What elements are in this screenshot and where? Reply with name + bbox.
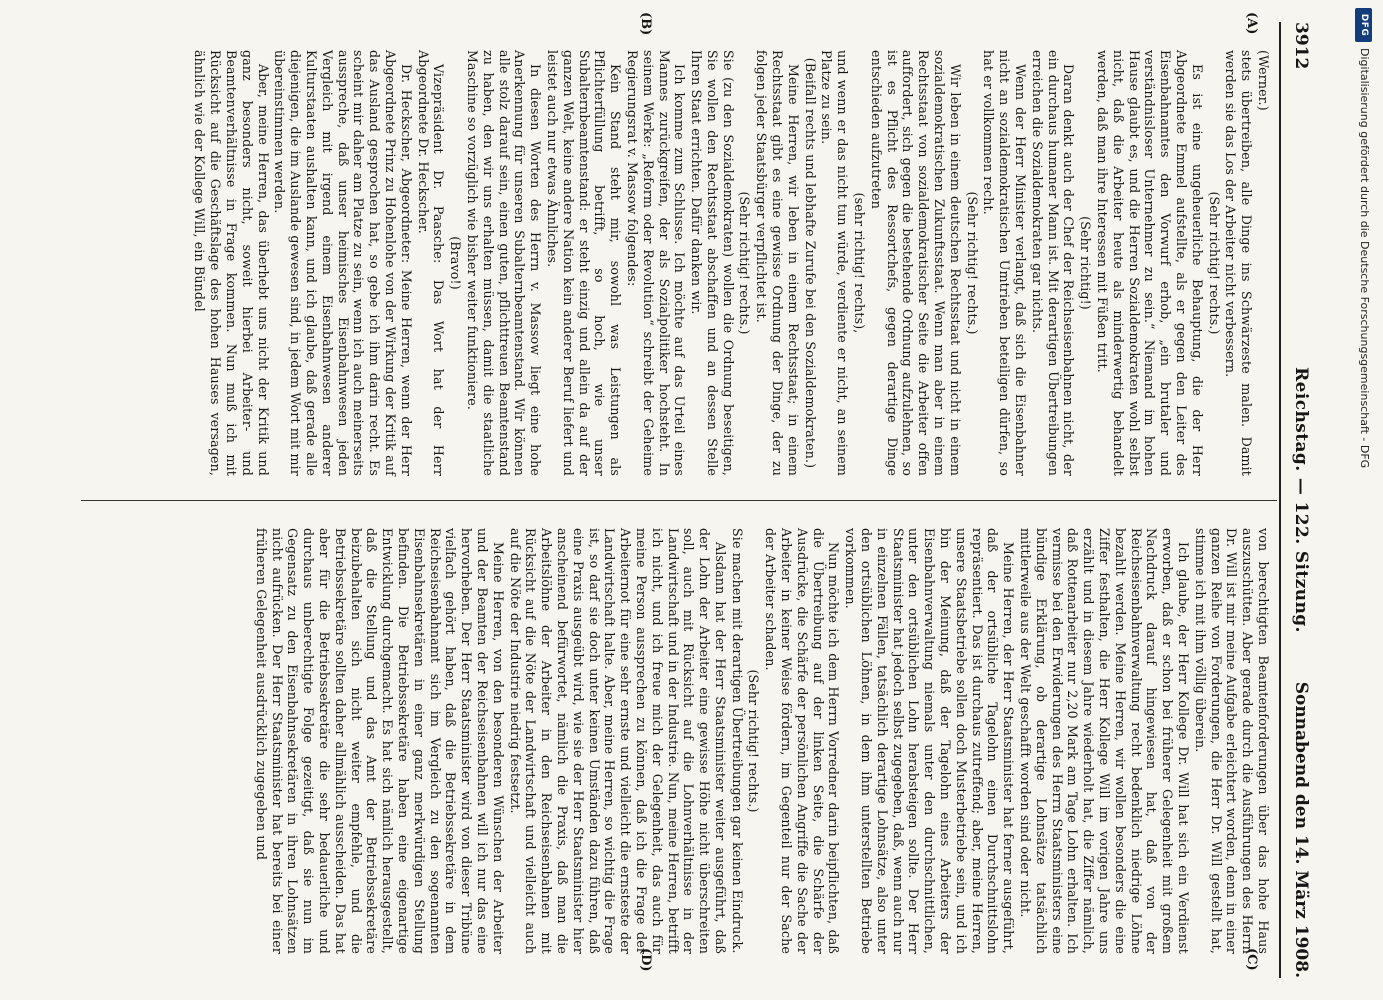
paragraph: und wenn er das nicht tun würde, verdiente er nicht, an seinem Platze zu sein. xyxy=(819,50,851,476)
newspaper-page xyxy=(55,0,1343,1000)
left-text-column xyxy=(191,50,1271,476)
interjection: (Sehr richtig!) xyxy=(1078,216,1094,310)
interjection: (sehr richtig! rechts), xyxy=(852,192,868,334)
paragraph: stets übertreiben, alle Dinge ins Schwärzeste malen. Damit werden sie das Los der Arbeiter nicht verbessern. xyxy=(1223,50,1255,476)
paragraph: Wenn der Herr Minister verlangt, daß sich die Eisenbahner nicht an sozialdemokratischen Umtrieben beteiligen dürfen, so hat er vollkommen recht. xyxy=(981,50,1029,476)
paragraph: Meine Herren, von den besonderen Wünschen der Arbeiter und der Beamten der Reichseisenbahnen will ich nur das eine hervorheben. Der Herr Staatsminister wird von dieser Tribüne vielfach gehört haben, daß die Betriebssekretäre in dem Reichseisenbahnamt sich im Vergleich zu den sogenannten Eisenbahnsekretären in einer ganz merkwürdigen Stellung befinden. Die Betriebssekretäre haben eine eigenartige Entwicklung durchgemacht. Es hat sich nämlich herausgestellt, daß die Stellung und das Amt der Betriebssekretäre beizubehalten sich nicht weiter empfehle, und die Betriebssekretäre sollten daher allmählich ausscheiden. Das hat aber für die Betriebssekretäre die sehr bedauerliche und durchaus unberechtigte Folge gezeitigt, daß sie nun im Gegensatz zu den Eisenbahnsekretären in ihren Lohnsätzen nicht aufrücken. Der Herr Staatsminister hat bereits bei einer früheren Gelegenheit ausdrücklich zugegeben und xyxy=(253,528,506,954)
interjection: (Sehr richtig! rechts.) xyxy=(737,191,753,335)
page-header xyxy=(1279,22,1325,978)
paragraph: Ich glaube, der Herr Kollege Dr. Will hat sich ein Verdienst erworben, daß er schon bei früherer Gelegenheit mit großem Nachdruck darauf hingewiesen hat, daß von der Reichseisenbahnverwaltung recht bedenklich niedrige Löhne bezahlt werden. Meine Herren, wir wollen besonders die eine Ziffer festhalten, die Herr Kollege Will im vorigen Jahre uns erzählt und in diesem Jahre wiederholt hat, die Ziffer nämlich, daß Rottenarbeiter nur 2,20 Mark am Tage Lohn erhalten. Ich vermisse bei den Erwiderungen des Herrn Staatsministers eine bündige Erklärung, ob derartige Lohnsätze tatsächlich mittlerweile aus der Welt geschafft worden sind oder nicht. xyxy=(1018,528,1192,954)
paragraph: Es ist eine ungeheuerliche Behauptung, die der Herr Abgeordnete Emmel aufstellte, als er gegen den Leiter des Eisenbahnamtes den Vorwurf erhob, „ein brutaler und verständnisloser Unternehmer zu sein.“ Niemand im hohen Hause glaubt es, und die Herren Sozialdemokraten wohl selbst nicht, daß die Arbeiter heute als minderwertig behandelt werden, daß man ihre Interessen mit Füßen tritt. xyxy=(1095,50,1205,476)
paragraph: von berechtigten Beamtenforderungen über das hohe Haus auszuschütten. Aber gerade durch die Ausführungen des Herrn Dr. Will ist mir meine Aufgabe erleichtert worden, denn in einer ganzen Reihe von Forderungen, die Herr Dr. Will gestellt hat, stimme ich mit ihm völlig überein. xyxy=(1192,528,1271,954)
paragraph: Aber, meine Herren, das überhebt uns nicht der Kritik und ganz besonders nicht, soweit hierbei Arbeiter- und Beamtenverhältnisse in Frage kommen. Nun muß ich mit Rücksicht auf die Geschäftslage des hohen Hauses versagen, ähnlich wie der Kollege Will, ein Bündel xyxy=(192,50,271,476)
paragraph: Ich komme zum Schlusse. Ich möchte auf das Urteil eines Mannes zurückgreifen, der als Sozialpolitiker hochsteht. In seinem Werke: „Reform oder Revolution“ schreibt der Geheime Regierungsrat v. Massow folgendes: xyxy=(624,50,688,476)
paragraph: Kein Stand steht mir, sowohl was Leistungen als Pflichterfüllung betrifft, so hoch, wie unser Subalternbeamtenstand: er steht einzig und allein da auf der ganzen Welt, keine andere Nation kein anderer Beruf liefert und leistet auch nur etwas Ähnliches. xyxy=(544,50,624,476)
paragraph: Nun möchte ich dem Herrn Vorredner darin beipflichten, daß die Übertreibung auf der linken Seite, die Schärfe der Ausdrücke, die Schärfe der persönlichen Angriffe die Sache der Arbeiter in keiner Weise fördern, im Gegenteil nur der Sache der Arbeiter schaden. xyxy=(763,528,842,954)
page-title: Reichstag. — 122. Sitzung. xyxy=(1291,367,1311,633)
paragraph: (Werner.) xyxy=(1256,50,1271,111)
paragraph: Sie (zu den Sozialdemokraten) wollen die Ordnung beseitigen, Sie wollen den Rechtsstaat abschaffen und an dessen Stelle Ihren Staat errichten. Dafür danken wir. xyxy=(689,50,736,476)
margin-marker-a: (A) xyxy=(1244,12,1259,35)
right-text-column xyxy=(252,528,1271,954)
paragraph: Alsdann hat der Herr Staatsminister weiter ausgeführt, daß der Lohn der Arbeiter eine gewisse Höhe nicht überschreiten soll, auch mit Rücksicht auf die Lohnverhältnisse in der Landwirtschaft und in der Industrie. Nun, meine Herren, betrifft ich nicht, und ich freue mich der Gelegenheit, das auch für meine Person aussprechen zu können, daß ich die Frage der Arbeiternot für eine sehr ernste und vielleicht die ernsteste der Landwirtschaft halte. Aber, meine Herren, so wichtig die Frage ist, so darf sie doch unter keinen Umständen dazu führen, daß eine Praxis ausgeübt wird, wie sie der Herr Staatsminister hier anscheinend befürwortet, nämlich die Praxis, daß man die Arbeitslöhne der Arbeiter in den Reichseisenbahnen mit Rücksicht auf die Nöte der Landwirtschaft und vielleicht auch auf die Nöte der Industrie niedrig festsetzt. xyxy=(507,528,728,954)
interjection: (Sehr richtig! rechts.) xyxy=(964,191,980,335)
column-divider xyxy=(81,500,1277,501)
dfg-logo xyxy=(1355,8,1372,42)
interjection: (Beifall rechts und lebhafte Zurufe bei den Sozialdemokraten.) xyxy=(802,57,818,469)
credit-text: Digitalisierung gefördert durch die Deutsche Forschungsgemeinschaft - DFG xyxy=(1358,48,1371,469)
paragraph: Vizepräsident Dr. Paasche: Das Wort hat der Herr Abgeordnete Dr. Heckscher. xyxy=(415,50,447,476)
paragraph: Wir leben in einem deutschen Rechtsstaat und nicht in einem sozialdemokratischen Zukunftsstaat. Wenn man aber in einem Rechtsstaat von sozialdemokratischer Seite die Arbeiter offen auffordert, sich gegen die bestehende Ordnung aufzulehnen, so ist es Pflicht des Ressortchefs, gegen derartige Dinge entschieden aufzutreten xyxy=(868,50,963,476)
interjection: (Sehr richtig! rechts.) xyxy=(746,669,762,813)
issue-date: Sonnabend den 14. März 1908. xyxy=(1291,681,1311,978)
dfg-logo-label: DFG xyxy=(1358,13,1369,37)
paragraph: Meine Herren, der Herr Staatsminister hat ferner ausgeführt, daß der ortsübliche Tagelohn einen Durchschnittslohn repräsentiert. Das ist durchaus zutreffend; aber, meine Herren, unsere Staatsbetriebe sollen doch Musterbetriebe sein, und ich bin der Meinung, daß der Tagelohn eines Arbeiters der Eisenbahnverwaltung niemals unter den durchschnittlichen, unter den ortsüblichen Lohn herabsteigen sollte. Der Herr Staatsminister hat jedoch selbst zugegeben, daß, wenn auch nur in einzelnen Fällen, tatsächlich derartige Lohnsätze, also unter den ortsüblichen Löhnen, in dem ihm unterstellten Betriebe vorkommen. xyxy=(843,528,1017,954)
paragraph: Daran denkt auch der Chef der Reichseisenbahnen nicht, der ein durchaus humaner Mann ist. Mit derartigen Übertreibungen erreichen die Sozialdemokraten gar nichts. xyxy=(1029,50,1077,476)
header-rule xyxy=(1279,22,1281,978)
margin-marker-d: (D) xyxy=(638,948,653,972)
interjection: (Sehr richtig! rechts.) xyxy=(1206,191,1222,335)
margin-marker-b: (B) xyxy=(638,12,653,36)
paragraph: Dr. Heckscher, Abgeordneter: Meine Herren, wenn der Herr Abgeordnete Prinz zu Hohenlohe von der Wirkung der Kritik auf das Ausland gesprochen hat, so gebe ich ihm darin recht. Es scheint mir daher am Platze zu sein, wenn ich auch meinerseits ausspreche, daß unser heimisches Eisenbahnwesen jeden Vergleich mit irgend einem Eisenbahnwesen anderer Kulturstaaten aushalten kann, und ich glaube, daß gerade alle diejenigen, die im Auslande gewesen sind, in jedem Wort mit mir übereinstimmen werden. xyxy=(272,50,414,476)
paragraph: Sie machen mit derartigen Übertreibungen gar keinen Eindruck. xyxy=(729,528,745,954)
paragraph: Meine Herren, wir leben in einem Rechtsstaat; in einem Rechtsstaat gibt es eine gewisse Ordnung der Dinge, der zu folgen jeder Staatsbürger verpflichtet ist. xyxy=(754,50,801,476)
interjection: (Bravo!) xyxy=(448,236,464,290)
page-number: 3912 xyxy=(1291,22,1311,70)
digitization-credit xyxy=(1354,8,1374,988)
margin-marker-c: (C) xyxy=(1244,948,1259,971)
paragraph: In diesen Worten des Herrn v. Massow liegt eine hohe Anerkennung für unseren Subalternbeamtenstand. Wir können alle stolz darauf sein, einen guten, pflichttreuen Beamtenstand zu haben, den wir uns erhalten müssen, damit die staatliche Maschine so vorzüglich wie bisher weiter funktioniere. xyxy=(464,50,544,476)
